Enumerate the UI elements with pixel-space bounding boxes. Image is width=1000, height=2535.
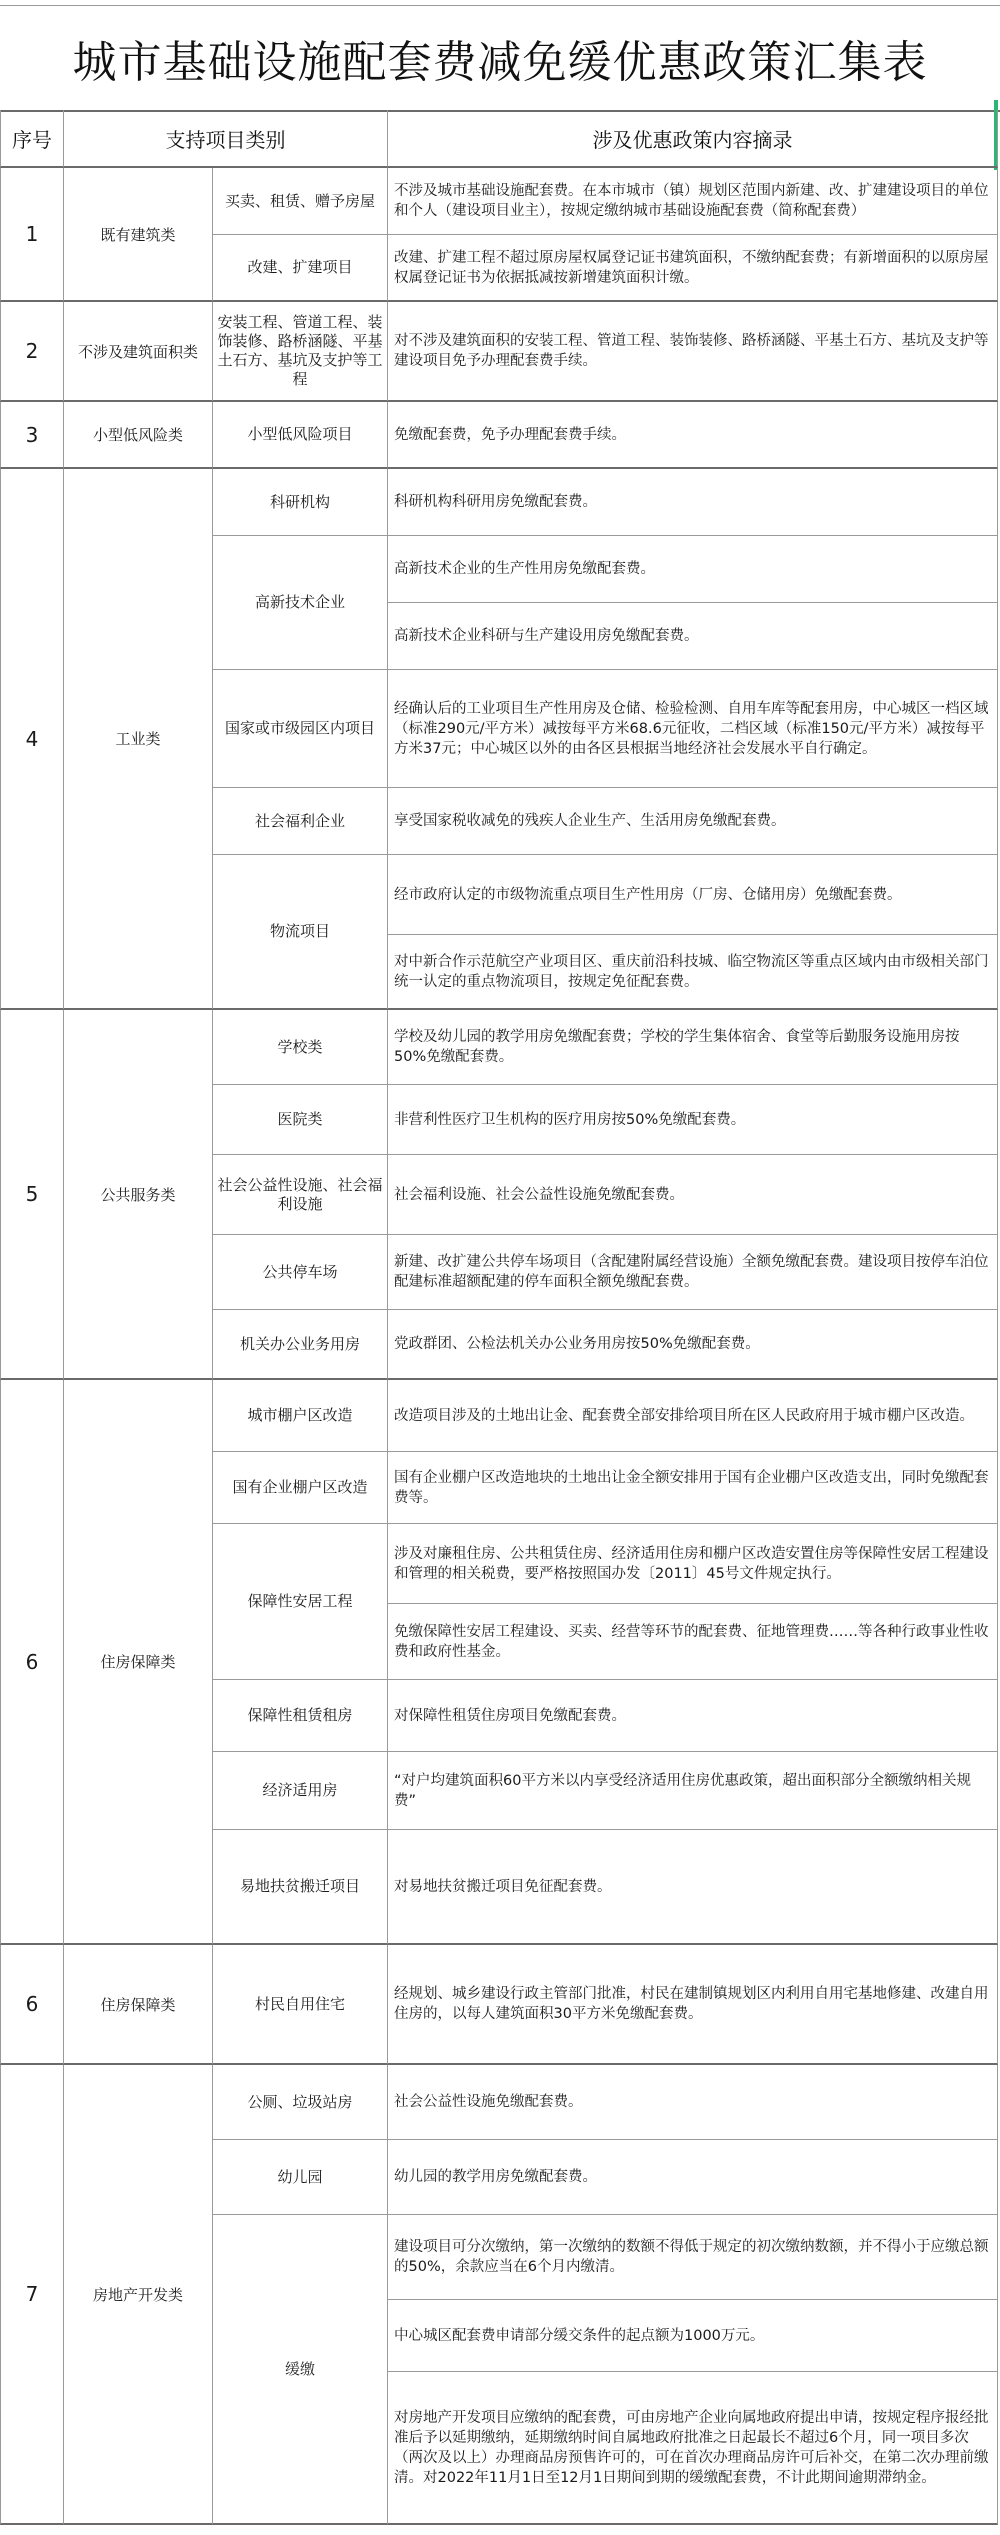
policy-text: [388, 1524, 998, 1604]
subcategory: 保障性安居工程: [213, 1524, 388, 1680]
group-number: 1: [0, 168, 64, 302]
policy-text-content: 国有企业棚户区改造地块的土地出让金全额安排用于国有企业棚户区改造支出，同时免缴配套费等。: [394, 1469, 989, 1506]
group-category: 公共服务类: [64, 1010, 213, 1380]
policy-text: [388, 2372, 998, 2525]
policy-text: [388, 670, 998, 788]
policy-text-content: 对房地产开发项目应缴纳的配套费，可由房地产企业向属地政府提出申请，按规定程序报经批准后予以延期缴纳，延期缴纳时间自属地政府批准之日起最长不超过6个月，同一项目多次（两次及以上）办理商品房预售许可的，可在首次办理商品房许可后补交，在第二次办理前缴清。对2022年11月1日至12月1日期间到期的缓缴配套费，不计此期间逾期滞纳金。: [394, 2409, 989, 2486]
policy-text-content: 免缴配套费，免予办理配套费手续。: [394, 426, 626, 443]
policy-text: [388, 1155, 998, 1235]
subcategory: 医院类: [213, 1085, 388, 1155]
subcategory: 机关办公业务用房: [213, 1310, 388, 1380]
policy-text-content: 经规划、城乡建设行政主管部门批准，村民在建制镇规划区内利用自用宅基地修建、改建自用住房的，以每人建筑面积30平方米免缴配套费。: [394, 1986, 989, 2022]
subcategory: 幼儿园: [213, 2140, 388, 2215]
subcategory: 物流项目: [213, 855, 388, 1010]
policy-text: [388, 1085, 998, 1155]
subcategory: 学校类: [213, 1010, 388, 1085]
policy-text: [388, 1235, 998, 1310]
policy-text: [388, 2215, 998, 2300]
subcategory: 公厕、垃圾站房: [213, 2065, 388, 2140]
subcategory: 保障性租赁租房: [213, 1680, 388, 1752]
header-content: 涉及优惠政策内容摘录: [388, 110, 998, 168]
policy-text: [388, 603, 998, 670]
policy-text: [388, 788, 998, 855]
policy-text: [388, 302, 998, 402]
policy-text: [388, 168, 998, 235]
policy-text-content: 对中新合作示范航空产业项目区、重庆前沿科技城、临空物流区等重点区域内由市级相关部门统一认定的重点物流项目，按规定免征配套费。: [394, 953, 989, 990]
policy-text: [388, 1604, 998, 1680]
policy-text-content: 享受国家税收减免的残疾人企业生产、生活用房免缴配套费。: [394, 813, 786, 829]
page-title: 城市基础设施配套费减免缓优惠政策汇集表: [0, 6, 1000, 112]
policy-text-content: 党政群团、公检法机关办公业务用房按50%免缴配套费。: [394, 1336, 760, 1352]
group-number: 3: [0, 402, 64, 469]
policy-text-content: 对不涉及建筑面积的安装工程、管道工程、装饰装修、路桥涵隧、平基土石方、基坑及支护等建设项目免予办理配套费手续。: [394, 333, 989, 369]
group-category: 小型低风险类: [64, 402, 213, 469]
subcategory: 国家或市级园区内项目: [213, 670, 388, 788]
policy-text-content: 涉及对廉租住房、公共租赁住房、经济适用住房和棚户区改造安置住房等保障性安居工程建设和管理的相关税费，要严格按照国办发〔2011〕45号文件规定执行。: [394, 1545, 989, 1582]
subcategory: 城市棚户区改造: [213, 1380, 388, 1452]
policy-text: [388, 469, 998, 536]
policy-text: [388, 935, 998, 1010]
policy-text: [388, 855, 998, 935]
group-number: 6: [0, 1380, 64, 1945]
header-category: 支持项目类别: [64, 110, 388, 168]
policy-text: [388, 1945, 998, 2065]
subcategory: 缓缴: [213, 2215, 388, 2525]
policy-text-content: 对保障性租赁住房项目免缴配套费。: [394, 1707, 626, 1724]
group-category: 既有建筑类: [64, 168, 213, 302]
policy-text-content: 社会福利设施、社会公益性设施免缴配套费。: [394, 1186, 684, 1203]
policy-text: [388, 235, 998, 302]
policy-text: [388, 402, 998, 469]
policy-text: [388, 536, 998, 603]
policy-text-content: 高新技术企业的生产性用房免缴配套费。: [394, 561, 655, 577]
policy-text-content: 中心城区配套费申请部分缓交条件的起点额为1000万元。: [394, 2327, 765, 2344]
policy-text: [388, 2140, 998, 2215]
subcategory: 小型低风险项目: [213, 402, 388, 469]
subcategory: 公共停车场: [213, 1235, 388, 1310]
policy-text: [388, 1380, 998, 1452]
policy-text: [388, 1310, 998, 1380]
group-number: 7: [0, 2065, 64, 2525]
subcategory: 社会福利企业: [213, 788, 388, 855]
subcategory: 改建、扩建项目: [213, 235, 388, 302]
policy-text-content: 社会公益性设施免缴配套费。: [394, 2094, 583, 2110]
subcategory: 经济适用房: [213, 1752, 388, 1830]
policy-text: [388, 1752, 998, 1830]
policy-text-content: 新建、改扩建公共停车场项目（含配建附属经营设施）全额免缴配套费。建设项目按停车泊位配建标准超额配建的停车面积全额免缴配套费。: [394, 1254, 989, 1290]
subcategory: 科研机构: [213, 469, 388, 536]
group-category: 不涉及建筑面积类: [64, 302, 213, 402]
group-number: 4: [0, 469, 64, 1010]
policy-text-content: 学校及幼儿园的教学用房免缴配套费；学校的学生集体宿舍、食堂等后勤服务设施用房按50%免缴配套费。: [394, 1029, 960, 1065]
policy-text: [388, 1452, 998, 1524]
policy-text-content: 对易地扶贫搬迁项目免征配套费。: [394, 1878, 612, 1895]
group-number: 2: [0, 302, 64, 402]
policy-text-content: 改建、扩建工程不超过原房屋权属登记证书建筑面积，不缴纳配套费；有新增面积的以原房屋权属登记证书为依据抵减按新增建筑面积计缴。: [394, 249, 989, 286]
policy-text: [388, 1680, 998, 1752]
subcategory: 国有企业棚户区改造: [213, 1452, 388, 1524]
policy-text-content: 经确认后的工业项目生产性用房及仓储、检验检测、自用车库等配套用房，中心城区一档区域（标准290元/平方米）减按每平方米68.6元征收，二档区域（标准150元/平方米）减按每平方米37元；中心城区以外的由各区县根据当地经济社会发展水平自行确定。: [394, 700, 989, 757]
policy-text-content: 科研机构科研用房免缴配套费。: [394, 494, 597, 510]
subcategory: 社会公益性设施、社会福利设施: [213, 1155, 388, 1235]
policy-text-content: 免缴保障性安居工程建设、买卖、经营等环节的配套费、征地管理费……等各种行政事业性收费和政府性基金。: [394, 1623, 989, 1660]
group-category: 住房保障类: [64, 1380, 213, 1945]
policy-text-content: 改造项目涉及的土地出让金、配套费全部安排给项目所在区人民政府用于城市棚户区改造。: [394, 1407, 974, 1424]
subcategory: 高新技术企业: [213, 536, 388, 670]
policy-text-content: 非营利性医疗卫生机构的医疗用房按50%免缴配套费。: [394, 1111, 746, 1128]
policy-text: [388, 1830, 998, 1945]
policy-text-content: “对户均建筑面积60平方米以内享受经济适用住房优惠政策，超出面积部分全额缴纳相关规费”: [394, 1772, 971, 1809]
group-number: 6: [0, 1945, 64, 2065]
group-number: 5: [0, 1010, 64, 1380]
subcategory: 易地扶贫搬迁项目: [213, 1830, 388, 1945]
group-category: 住房保障类: [64, 1945, 213, 2065]
policy-text-content: 幼儿园的教学用房免缴配套费。: [394, 2169, 597, 2185]
policy-text: [388, 1010, 998, 1085]
subcategory: 安装工程、管道工程、装饰装修、路桥涵隧、平基土石方、基坑及支护等工程: [213, 302, 388, 402]
group-category: 工业类: [64, 469, 213, 1010]
subcategory: 买卖、租赁、赠予房屋: [213, 168, 388, 235]
group-category: 房地产开发类: [64, 2065, 213, 2525]
policy-text-content: 经市政府认定的市级物流重点项目生产性用房（厂房、仓储用房）免缴配套费。: [394, 886, 902, 903]
policy-text-content: 不涉及城市基础设施配套费。在本市城市（镇）规划区范围内新建、改、扩建建设项目的单位和个人（建设项目业主），按规定缴纳城市基础设施配套费（简称配套费）: [394, 183, 989, 219]
policy-text-content: 建设项目可分次缴纳，第一次缴纳的数额不得低于规定的初次缴纳数额，并不得小于应缴总额的50%，余款应当在6个月内缴清。: [394, 2239, 989, 2275]
policy-text-content: 高新技术企业科研与生产建设用房免缴配套费。: [394, 628, 699, 644]
subcategory: 村民自用住宅: [213, 1945, 388, 2065]
policy-text: [388, 2065, 998, 2140]
policy-text: [388, 2300, 998, 2372]
header-no: 序号: [0, 110, 64, 168]
